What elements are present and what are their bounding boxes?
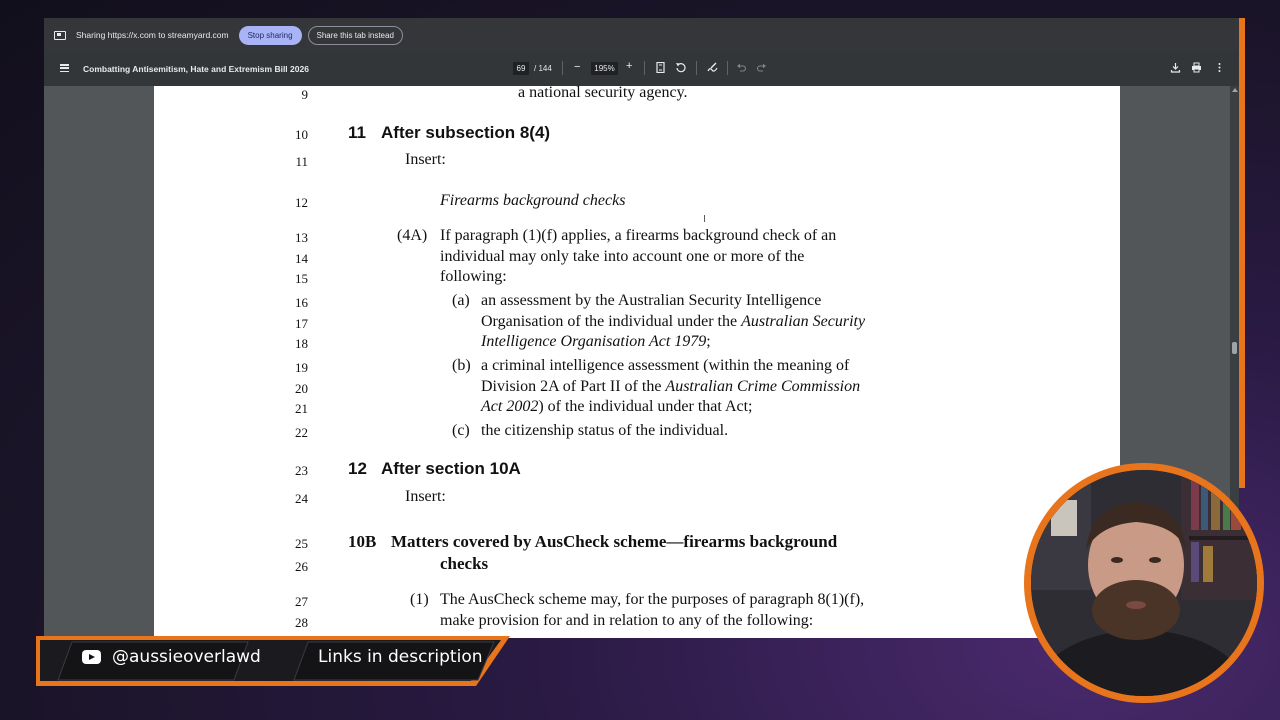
menu-icon[interactable] xyxy=(60,64,69,72)
section-heading: Matters covered by AusCheck scheme—firearms background xyxy=(391,532,838,551)
line-number: 17 xyxy=(295,316,308,331)
text-line: Intelligence Organisation Act 1979; xyxy=(481,333,711,350)
page-total: / 144 xyxy=(534,64,552,73)
line-number: 13 xyxy=(295,230,308,245)
zoom-out-button[interactable]: − xyxy=(574,61,581,73)
paragraph-label: (a) xyxy=(452,292,470,309)
line-number: 18 xyxy=(295,336,308,351)
links-caption: Links in description xyxy=(318,647,483,667)
line-number: 16 xyxy=(295,295,308,310)
text-line: a national security agency. xyxy=(518,84,688,101)
zoom-in-button[interactable]: + xyxy=(626,60,633,72)
toolbar-divider xyxy=(727,61,728,75)
subsection-label: (1) xyxy=(410,591,429,608)
item-heading: After section 10A xyxy=(381,459,521,478)
paragraph-label: (c) xyxy=(452,422,470,439)
line-number: 19 xyxy=(295,360,308,375)
download-icon[interactable] xyxy=(1170,62,1181,73)
item-number: 11 xyxy=(348,123,366,142)
line-number: 9 xyxy=(301,87,308,102)
line-number: 12 xyxy=(295,195,308,210)
section-subheading: Firearms background checks xyxy=(440,192,626,209)
line-number: 15 xyxy=(295,271,308,286)
line-number: 26 xyxy=(295,559,308,574)
print-icon[interactable] xyxy=(1191,62,1202,73)
text-line: Insert: xyxy=(405,488,446,505)
toolbar-divider xyxy=(696,61,697,75)
line-number: 11 xyxy=(295,154,308,169)
text-line: Act 2002) of the individual under that Act; xyxy=(481,398,753,415)
text-line: Organisation of the individual under the Australian Security xyxy=(481,313,866,330)
page-fit-icon[interactable] xyxy=(655,62,666,73)
share-message: Sharing https://x.com to streamyard.com xyxy=(76,30,229,40)
line-number: 10 xyxy=(295,127,308,142)
text-line: the citizenship status of the individual. xyxy=(481,422,729,439)
text-line: Insert: xyxy=(405,151,446,168)
webcam-feed xyxy=(1031,470,1257,696)
text-line: make provision for and in relation to any of the following: xyxy=(440,612,814,629)
line-number: 20 xyxy=(295,381,308,396)
cursor-icon: I xyxy=(703,214,706,225)
annotate-icon[interactable] xyxy=(707,62,718,73)
page-number-input[interactable]: 69 xyxy=(513,62,529,75)
channel-handle: @aussieoverlawd xyxy=(112,647,261,667)
scroll-up-icon[interactable] xyxy=(1232,88,1238,92)
rotate-icon[interactable] xyxy=(675,62,686,73)
scrollbar-thumb[interactable] xyxy=(1232,342,1237,354)
screen-share-bar xyxy=(44,18,1239,52)
line-number: 24 xyxy=(295,491,308,506)
line-number: 28 xyxy=(295,615,308,630)
text-line: an assessment by the Australian Security Intelligence xyxy=(481,292,822,309)
youtube-icon xyxy=(82,650,101,664)
share-this-tab-button[interactable]: Share this tab instead xyxy=(308,26,403,45)
line-number: 22 xyxy=(295,425,308,440)
section-heading: checks xyxy=(440,554,489,573)
toolbar-divider xyxy=(644,61,645,75)
line-number: 23 xyxy=(295,463,308,478)
subsection-label: (4A) xyxy=(397,227,428,244)
line-number: 27 xyxy=(295,594,308,609)
text-line: following: xyxy=(440,268,507,285)
screen-share-icon xyxy=(54,31,66,40)
line-number: 14 xyxy=(295,251,308,266)
paragraph-label: (b) xyxy=(452,357,471,374)
document-title: Combatting Antisemitism, Hate and Extremism Bill 2026 xyxy=(83,64,309,74)
more-icon[interactable] xyxy=(1214,62,1225,73)
stop-sharing-button[interactable]: Stop sharing xyxy=(239,26,302,45)
redo-icon[interactable] xyxy=(756,62,767,73)
text-line: Division 2A of Part II of the Australian Crime Commission xyxy=(481,378,861,395)
line-number: 25 xyxy=(295,536,308,551)
frame-accent-right xyxy=(1239,18,1245,488)
text-line: individual may only take into account one or more of the xyxy=(440,248,805,265)
item-heading: After subsection 8(4) xyxy=(381,123,551,142)
undo-icon[interactable] xyxy=(736,62,747,73)
text-line: The AusCheck scheme may, for the purposes of paragraph 8(1)(f), xyxy=(440,591,865,608)
toolbar-divider xyxy=(562,61,563,75)
text-line: If paragraph (1)(f) applies, a firearms background check of an xyxy=(440,227,837,244)
line-number: 21 xyxy=(295,401,308,416)
text-line: a criminal intelligence assessment (within the meaning of xyxy=(481,357,850,374)
item-number: 12 xyxy=(348,459,367,478)
section-number: 10B xyxy=(348,532,377,551)
zoom-level-input[interactable]: 195% xyxy=(591,62,618,75)
pdf-page xyxy=(154,86,1120,638)
pdf-toolbar xyxy=(44,52,1239,86)
